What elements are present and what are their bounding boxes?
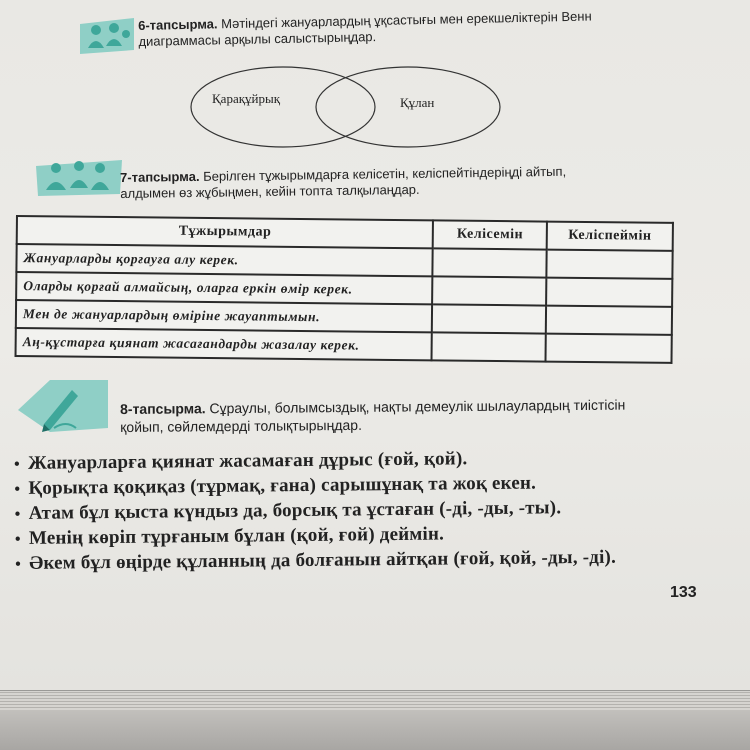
header-agree: Келісемін: [433, 220, 547, 249]
page-number: 133: [670, 584, 697, 601]
sentence-text: Менің көріп тұрғаным бұлан (қой, ғой) деймін.: [28, 523, 445, 549]
bullet: •: [14, 455, 21, 473]
task8-label: 8-тапсырма.: [120, 400, 206, 417]
disagree-cell: [546, 278, 672, 307]
list-item: [15, 546, 616, 577]
page-edges: [0, 690, 750, 710]
agree-cell: [433, 248, 547, 277]
sentence-list: [14, 446, 616, 577]
header-statements: Тұжырымдар: [17, 216, 434, 248]
task6-text-line1: Мәтіндегі жануарлардың ұқсастығы мен ерекшеліктерін Венн: [221, 8, 592, 32]
discussion-group-icon: [34, 154, 124, 198]
task8-text-line2: қойып, сөйлемдерді толықтырыңдар.: [120, 416, 363, 435]
sentence-text: Әкем бұл өңірде құланның да болғанын айтқан (ғой, қой, -ды, -ді).: [29, 546, 617, 574]
statement-cell: Мен де жануарлардың өміріне жауаптымын.: [16, 300, 433, 332]
sentence-text: Жануарларға қиянат жасамаған дұрыс (ғой, қой).: [28, 448, 468, 474]
agree-cell: [432, 276, 546, 305]
task8-text-line1: Сұраулы, болымсыздық, нақты демеулік шылаулардың тиістісін: [209, 396, 626, 417]
venn-left-circle: [191, 67, 375, 147]
task7-text-line1: Берілген тұжырымдарға келісетін, келіспейтіндеріңді айтып,: [203, 163, 567, 184]
sentence-text: Атам бұл қыста күндыз да, борсық та ұстаған (-ді, -ды, -ты).: [28, 497, 562, 524]
sentence-text: Қорықта қоқиқаз (тұрмақ, ғана) сарышұнақ та жоқ екен.: [28, 472, 537, 499]
statement-cell: Аң-құстарға қиянат жасағандарды жазалау керек.: [16, 328, 433, 360]
task7-label: 7-тапсырма.: [120, 168, 200, 185]
bullet: •: [15, 555, 22, 573]
task7-instructions: [120, 164, 566, 202]
table-row: [16, 328, 672, 363]
header-disagree: Келіспеймін: [547, 222, 673, 251]
disagree-cell: [547, 250, 673, 279]
task6-text-line2: диаграммасы арқылы салыстырыңдар.: [138, 29, 377, 49]
venn-left-label: Қарақұйрық: [212, 91, 281, 106]
agree-cell: [432, 304, 546, 333]
pencil-writing-icon: [14, 370, 112, 442]
bullet: •: [14, 480, 21, 498]
task6-label: 6-тапсырма.: [138, 16, 218, 33]
task7-text-line2: алдымен өз жұбыңмен, кейін топта талқылаңдар.: [120, 181, 420, 201]
disagree-cell: [546, 334, 672, 363]
disagree-cell: [546, 306, 672, 335]
statement-cell: Оларды қорғай алмайсың, оларға еркін өмір керек.: [16, 272, 433, 304]
bullet: •: [14, 530, 21, 548]
task6-instructions: [138, 9, 592, 50]
venn-diagram: [188, 62, 508, 152]
bullet: •: [14, 505, 21, 523]
statements-table: [15, 215, 674, 364]
statement-cell: Жануарларды қорғауға алу керек.: [16, 244, 433, 276]
venn-right-label: Құлан: [400, 95, 435, 110]
group-work-icon: [74, 14, 138, 58]
agree-cell: [432, 332, 546, 361]
task8-instructions: [120, 396, 626, 436]
